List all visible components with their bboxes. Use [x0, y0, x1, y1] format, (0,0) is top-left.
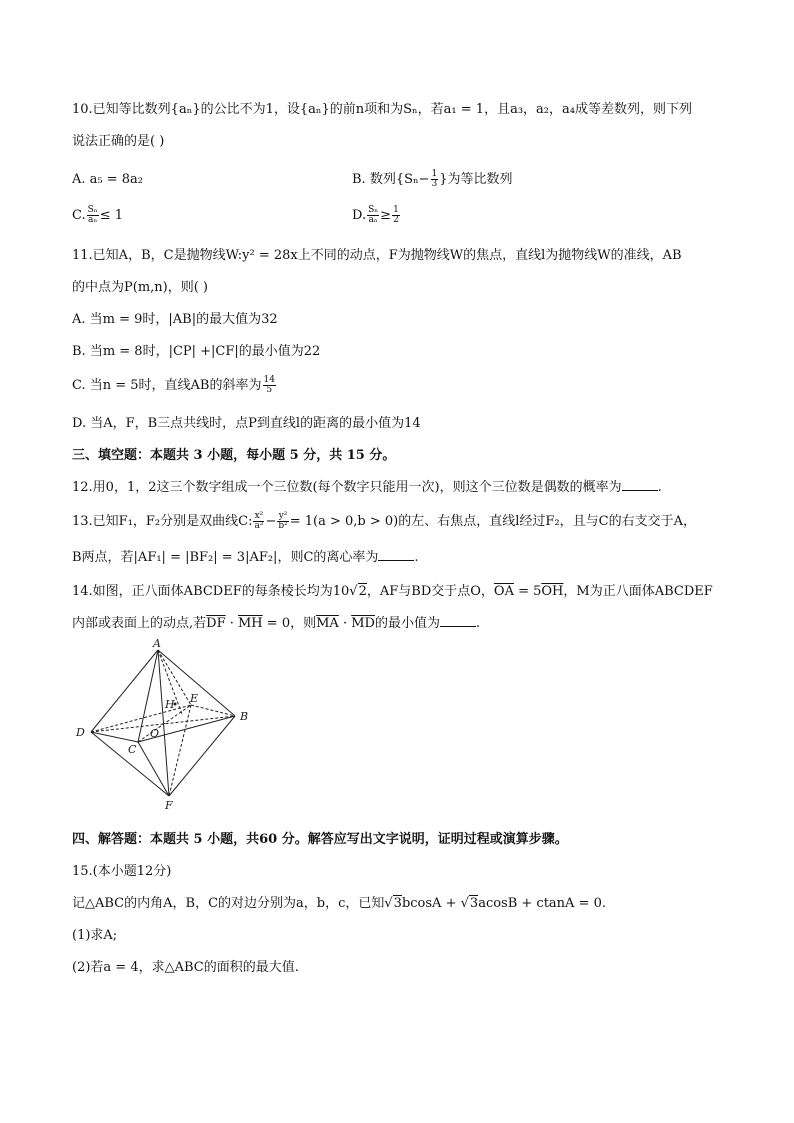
vertex-label-a: A: [153, 637, 161, 650]
vector-md: $\overline{MD}$: [351, 616, 375, 631]
vector-oa: $\overline{OA}$: [493, 584, 514, 599]
vertex-label-d: D: [76, 726, 85, 739]
point-label-o: O: [150, 727, 160, 740]
q11-option-b: B. 当m = 8时，|CP| +|CF|的最小值为22: [72, 344, 321, 359]
q10-option-c-suffix: ≤ 1: [99, 208, 123, 223]
q14-line2-suffix: 的最小值为: [374, 616, 440, 631]
q10-option-c-prefix: C.: [72, 208, 86, 223]
q10-stem-line1: 10.已知等比数列{aₙ}的公比不为1，设{aₙ}的前n项和为Sₙ，若a₁ = 1，且a₃，a₂，a₄成等差数列，则下列: [72, 102, 692, 117]
vertex-label-b: B: [240, 710, 249, 723]
q15-prefix: 记△ABC的内角A，B，C的对边分别为a，b，c，已知: [72, 896, 385, 911]
q15-suffix: acosB + ctanA = 0.: [478, 896, 607, 911]
q10-option-d: [352, 206, 401, 226]
frac-numerator: y²: [278, 511, 288, 521]
frac-denominator: aₙ: [368, 215, 378, 225]
sqrt-2: 2: [358, 584, 367, 599]
period: .: [414, 550, 419, 565]
q15-mid: bcosA +: [401, 896, 461, 911]
q11-option-c: [72, 376, 277, 396]
q10-option-c-fraction: [87, 206, 99, 225]
q11-option-c-slope: [263, 376, 276, 395]
q10-option-d-suffix: ≥: [380, 208, 392, 223]
q10-stem-line2: 说法正确的是( ): [72, 134, 165, 149]
dot-operator: ·: [225, 616, 238, 631]
section-3-heading: 三、填空题：本题共 3 小题，每小题 5 分，共 15 分。: [72, 448, 396, 463]
q14-line2: [72, 614, 480, 634]
answer-blank: [440, 614, 476, 627]
q15-part1: (1)求A;: [72, 928, 118, 943]
frac-denominator: 2: [393, 215, 399, 225]
equals-five: = 5: [513, 584, 542, 599]
vector-ma: $\overline{MA}$: [316, 616, 339, 631]
q11-option-a: A. 当m = 9时，|AB|的最大值为32: [72, 312, 278, 327]
frac-denominator: 3: [431, 179, 438, 189]
vector-oh: $\overline{OH}$: [541, 584, 564, 599]
frac-numerator: 14: [263, 375, 275, 385]
vector-df: $\overline{DF}$: [206, 616, 226, 631]
q11-stem-line2: 的中点为P(m,n)，则( ): [72, 280, 208, 295]
frac-numerator: Sₙ: [87, 205, 98, 215]
frac-numerator: x²: [254, 511, 264, 521]
section-4-heading: 四、解答题：本题共 5 小题，共60 分。解答应写出文字说明，证明过程或演算步骤。: [72, 832, 568, 847]
octahedron-figure: [72, 636, 262, 816]
minus-sign: −: [265, 514, 277, 529]
q14-mid: ，AF与BD交于点O，: [366, 584, 494, 599]
q13-prefix: 13.已知F₁，F₂分别是双曲线C:: [72, 514, 253, 529]
q14-line2-prefix: 内部或表面上的动点,若: [72, 616, 207, 631]
q13-line1: [72, 512, 696, 532]
vertex-label-f: F: [165, 799, 173, 812]
q13-y-fraction: [277, 512, 288, 531]
q10-option-d-prefix: D.: [352, 208, 367, 223]
frac-denominator: aₙ: [88, 215, 98, 225]
q10-option-b-fraction: [431, 170, 439, 189]
sqrt-3: 3: [469, 896, 479, 911]
frac-numerator: 1: [431, 169, 438, 179]
answer-blank: [378, 548, 414, 561]
q13-x-fraction: [253, 512, 264, 531]
q10-option-d-fraction: [367, 206, 379, 225]
q10-option-c: [72, 206, 123, 226]
q12-stem: [72, 478, 662, 498]
q11-stem-line1: 11.已知A，B，C是抛物线W:y² = 28x上不同的动点，F为抛物线W的焦点，直线l为抛物线W的准线，AB: [72, 248, 682, 263]
q12-text: 12.用0，1，2这三个数字组成一个三位数(每个数字只能用一次)，则这个三位数是偶数的概率为: [72, 480, 622, 495]
q15-header: 15.(本小题12分): [72, 864, 172, 879]
period: .: [657, 480, 662, 495]
q10-option-a: A. a₅ = 8a₂: [72, 172, 144, 187]
q10-option-d-half: [392, 206, 400, 225]
vector-mh: $\overline{MH}$: [238, 616, 263, 631]
q13-suffix: = 1(a > 0,b > 0)的左、右焦点，直线l经过F₂，且与C的右支交于A，: [289, 514, 696, 529]
period: .: [475, 616, 481, 631]
sqrt-3: 3: [393, 896, 402, 911]
q15-stem: 记△ABC的内角A，B，C的对边分别为a，b，c，已知√3bcosA + √3acosB + ctanA = 0.: [72, 896, 607, 911]
frac-numerator: 1: [393, 205, 399, 215]
equals-zero: = 0: [262, 616, 291, 631]
answer-blank: [622, 478, 658, 491]
frac-numerator: Sₙ: [368, 205, 379, 215]
q14-line2-mid: ，则: [290, 616, 317, 631]
q14-suffix: ，M为正八面体ABCDEF: [563, 584, 713, 599]
vertex-label-c: C: [128, 743, 137, 756]
q10-option-b: [352, 170, 513, 190]
q10-option-b-suffix: }为等比数列: [439, 172, 513, 187]
point-label-h: H: [165, 698, 175, 711]
q15-part2: (2)若a = 4，求△ABC的面积的最大值.: [72, 960, 299, 975]
q13-line2-text: B两点，若|AF₁| = |BF₂| = 3|AF₂|，则C的离心率为: [72, 550, 379, 565]
q11-option-c-prefix: C. 当n = 5时，直线AB的斜率为: [72, 378, 262, 393]
frac-denominator: b²: [278, 521, 288, 531]
q11-option-d: D. 当A，F，B三点共线时，点P到直线l的距离的最小值为14: [72, 416, 421, 431]
dot-operator: ·: [338, 616, 352, 631]
frac-denominator: a²: [254, 521, 264, 531]
frac-denominator: 5: [266, 385, 273, 395]
q10-option-b-prefix: B. 数列{Sₙ−: [352, 172, 430, 187]
vertex-label-e: E: [190, 692, 199, 705]
q14-prefix: 14.如图，正八面体ABCDEF的每条棱长均为10: [72, 584, 350, 599]
q14-line1: 14.如图，正八面体ABCDEF的每条棱长均为10√2，AF与BD交于点O，$\overline{OA} = 5\overline{OH}$，M为正八面体ABCDEF: [72, 584, 713, 599]
q13-line2: [72, 548, 419, 568]
